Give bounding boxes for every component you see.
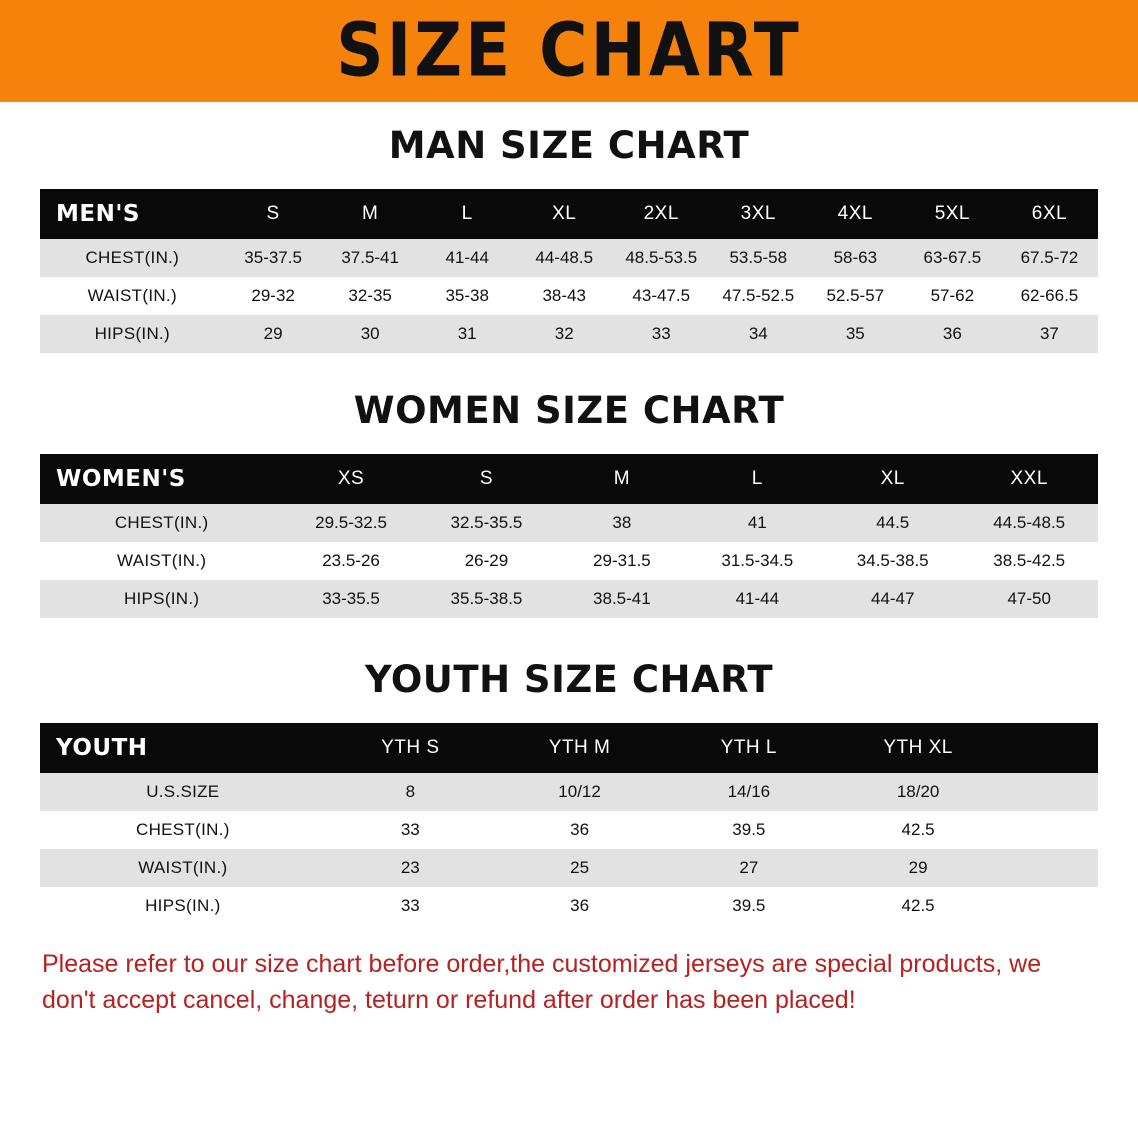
youth-cell-2-0: 23 <box>326 849 495 887</box>
youth-cell-0-2: 14/16 <box>664 773 833 811</box>
table-row <box>40 315 1098 353</box>
youth-cell-2-spacer <box>1003 849 1098 887</box>
table-row <box>40 811 1098 849</box>
disclaimer-note: Please refer to our size chart before order,the customized jerseys are special products, we don't accept cancel, change, teturn or refund after order has been placed! <box>42 950 1042 1014</box>
women-cell-1-3: 31.5-34.5 <box>690 542 825 580</box>
youth-cell-1-2: 39.5 <box>664 811 833 849</box>
man-cell-1-7: 57-62 <box>904 277 1001 315</box>
women-cell-2-3: 41-44 <box>690 580 825 618</box>
man-cell-2-4: 33 <box>613 315 710 353</box>
man-cell-0-5: 53.5-58 <box>710 239 807 277</box>
women-col-2: M <box>613 468 631 489</box>
women-corner-label: WOMEN'S <box>56 466 186 492</box>
women-col-4: XL <box>880 468 905 489</box>
man-cell-1-1: 32-35 <box>322 277 419 315</box>
women-cell-2-4: 44-47 <box>825 580 960 618</box>
man-cell-0-6: 58-63 <box>807 239 904 277</box>
man-size-table <box>40 189 1098 353</box>
table-row <box>40 504 1098 542</box>
youth-cell-1-0: 33 <box>326 811 495 849</box>
youth-cell-3-0: 33 <box>326 887 495 925</box>
youth-cell-0-3: 18/20 <box>833 773 1002 811</box>
man-cell-0-0: 35-37.5 <box>225 239 322 277</box>
man-cell-0-1: 37.5-41 <box>322 239 419 277</box>
youth-row-3-label: HIPS(IN.) <box>40 887 326 925</box>
youth-corner-label: YOUTH <box>56 735 148 761</box>
youth-col-1: YTH M <box>548 737 611 758</box>
man-col-3: XL <box>552 203 577 224</box>
women-cell-2-2: 38.5-41 <box>554 580 689 618</box>
man-row-0-label: CHEST(IN.) <box>40 239 225 277</box>
table-header-row <box>40 189 1098 239</box>
youth-cell-0-1: 10/12 <box>495 773 664 811</box>
man-cell-1-6: 52.5-57 <box>807 277 904 315</box>
man-col-4: 2XL <box>643 203 679 224</box>
women-cell-0-2: 38 <box>554 504 689 542</box>
women-cell-0-4: 44.5 <box>825 504 960 542</box>
man-cell-1-8: 62-66.5 <box>1001 277 1098 315</box>
women-cell-0-1: 32.5-35.5 <box>419 504 554 542</box>
man-cell-2-0: 29 <box>225 315 322 353</box>
youth-row-1-label: CHEST(IN.) <box>40 811 326 849</box>
man-col-7: 5XL <box>934 203 970 224</box>
man-cell-1-4: 43-47.5 <box>613 277 710 315</box>
table-row <box>40 580 1098 618</box>
women-cell-2-5: 47-50 <box>960 580 1098 618</box>
women-cell-1-2: 29-31.5 <box>554 542 689 580</box>
man-col-0: S <box>266 203 280 224</box>
man-col-8: 6XL <box>1031 203 1068 224</box>
table-row <box>40 887 1098 925</box>
man-cell-1-5: 47.5-52.5 <box>710 277 807 315</box>
man-cell-2-6: 35 <box>807 315 904 353</box>
women-size-table <box>40 454 1098 618</box>
man-cell-2-1: 30 <box>322 315 419 353</box>
women-table-wrapper <box>40 454 1098 618</box>
women-section-heading: WOMEN SIZE CHART <box>353 389 785 432</box>
man-table-wrapper <box>40 189 1098 353</box>
man-cell-2-8: 37 <box>1001 315 1098 353</box>
man-col-1: M <box>361 203 379 224</box>
women-cell-1-4: 34.5-38.5 <box>825 542 960 580</box>
man-cell-0-3: 44-48.5 <box>516 239 613 277</box>
women-cell-2-0: 33-35.5 <box>283 580 418 618</box>
youth-cell-1-1: 36 <box>495 811 664 849</box>
women-cell-0-0: 29.5-32.5 <box>283 504 418 542</box>
man-cell-1-0: 29-32 <box>225 277 322 315</box>
women-row-0-label: CHEST(IN.) <box>40 504 283 542</box>
women-col-5: XXL <box>1010 468 1048 489</box>
table-row <box>40 773 1098 811</box>
youth-cell-2-2: 27 <box>664 849 833 887</box>
youth-cell-3-spacer <box>1003 887 1098 925</box>
man-cell-2-3: 32 <box>516 315 613 353</box>
banner <box>0 0 1138 102</box>
youth-cell-1-spacer <box>1003 811 1098 849</box>
youth-cell-3-3: 42.5 <box>833 887 1002 925</box>
man-col-2: L <box>461 203 473 224</box>
youth-cell-1-3: 42.5 <box>833 811 1002 849</box>
women-cell-2-1: 35.5-38.5 <box>419 580 554 618</box>
man-section-heading: MAN SIZE CHART <box>388 124 750 167</box>
youth-row-0-label: U.S.SIZE <box>40 773 326 811</box>
youth-row-2-label: WAIST(IN.) <box>40 849 326 887</box>
table-row <box>40 277 1098 315</box>
man-cell-1-3: 38-43 <box>516 277 613 315</box>
youth-cell-2-1: 25 <box>495 849 664 887</box>
youth-section-heading: YOUTH SIZE CHART <box>364 658 774 701</box>
table-row <box>40 542 1098 580</box>
youth-cell-3-2: 39.5 <box>664 887 833 925</box>
banner-title: SIZE CHART <box>336 7 802 94</box>
man-cell-2-2: 31 <box>419 315 516 353</box>
man-corner-label: MEN'S <box>56 201 140 227</box>
youth-col-2: YTH L <box>720 737 778 758</box>
youth-col-spacer <box>1003 723 1098 773</box>
women-col-1: S <box>479 468 494 489</box>
man-row-2-label: HIPS(IN.) <box>40 315 225 353</box>
man-cell-0-8: 67.5-72 <box>1001 239 1098 277</box>
man-col-5: 3XL <box>740 203 776 224</box>
table-row <box>40 849 1098 887</box>
women-col-0: XS <box>337 468 365 489</box>
table-header-row <box>40 723 1098 773</box>
women-cell-0-3: 41 <box>690 504 825 542</box>
women-row-2-label: HIPS(IN.) <box>40 580 283 618</box>
table-header-row <box>40 454 1098 504</box>
youth-cell-2-3: 29 <box>833 849 1002 887</box>
man-cell-0-7: 63-67.5 <box>904 239 1001 277</box>
man-col-6: 4XL <box>837 203 873 224</box>
man-cell-2-5: 34 <box>710 315 807 353</box>
women-row-1-label: WAIST(IN.) <box>40 542 283 580</box>
youth-size-table <box>40 723 1098 925</box>
man-cell-0-2: 41-44 <box>419 239 516 277</box>
women-cell-1-1: 26-29 <box>419 542 554 580</box>
youth-col-0: YTH S <box>381 737 440 758</box>
youth-col-3: YTH XL <box>883 737 953 758</box>
women-col-3: L <box>751 468 763 489</box>
man-cell-2-7: 36 <box>904 315 1001 353</box>
youth-cell-3-1: 36 <box>495 887 664 925</box>
man-cell-1-2: 35-38 <box>419 277 516 315</box>
women-cell-0-5: 44.5-48.5 <box>960 504 1098 542</box>
man-row-1-label: WAIST(IN.) <box>40 277 225 315</box>
women-cell-1-0: 23.5-26 <box>283 542 418 580</box>
youth-cell-0-0: 8 <box>326 773 495 811</box>
man-cell-0-4: 48.5-53.5 <box>613 239 710 277</box>
women-cell-1-5: 38.5-42.5 <box>960 542 1098 580</box>
youth-cell-0-spacer <box>1003 773 1098 811</box>
table-row <box>40 239 1098 277</box>
youth-table-wrapper <box>40 723 1098 925</box>
